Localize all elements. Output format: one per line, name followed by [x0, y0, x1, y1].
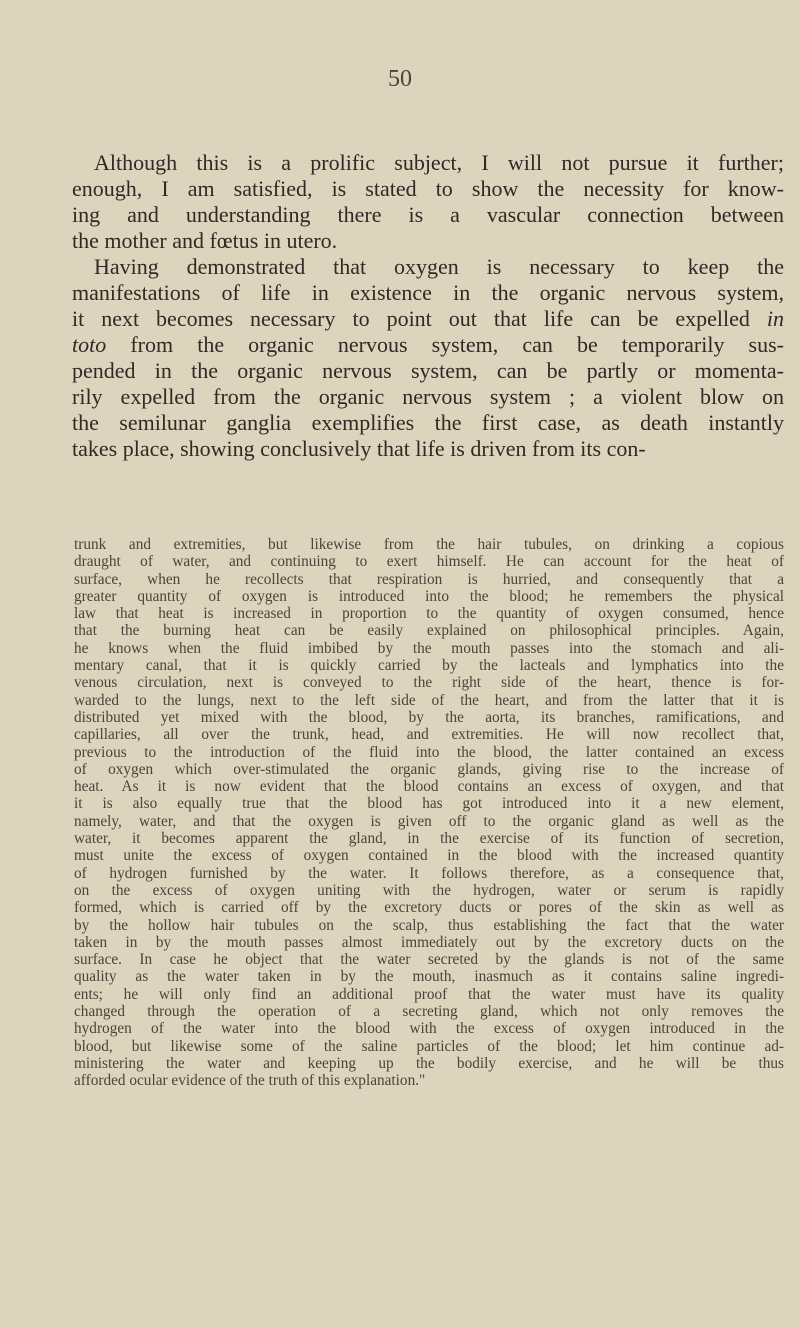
- text-line: hydrogen of the water into the blood with the excess of oxygen introduced in the: [74, 1020, 784, 1038]
- text-line: it next becomes necessary to point out that life can be expelled in: [72, 306, 784, 331]
- text-line: heat. As it is now evident that the blood contains an excess of oxygen, and that: [74, 778, 784, 796]
- text-line: it is also equally true that the blood has got introduced into it a new element,: [74, 795, 784, 813]
- text-line: takes place, showing conclusively that life is driven from its con-: [72, 436, 646, 461]
- text-line: surface, when he recollects that respiration is hurried, and consequently that a: [74, 570, 784, 588]
- text-line: surface. In case he object that the water secreted by the glands is not of the same: [74, 951, 784, 969]
- text-line: of oxygen which over-stimulated the organic glands, giving rise to the increase of: [74, 760, 784, 778]
- text-line: the mother and fœtus in utero.: [72, 228, 338, 253]
- text-line: formed, which is carried off by the excretory ducts or pores of the skin as well as: [74, 899, 784, 917]
- text-line: distributed yet mixed with the blood, by the aorta, its branches, ramifications, and: [74, 708, 784, 726]
- text-line: must unite the excess of oxygen contained in the blood with the increased quantity: [74, 847, 784, 865]
- text-line: by the hollow hair tubules on the scalp, thus establishing the fact that the water: [74, 916, 784, 934]
- text-line: enough, I am satisfied, is stated to show the necessity for know-: [72, 176, 784, 201]
- text-line: toto from the organic nervous system, can be temporarily sus-: [72, 332, 784, 357]
- text-line: blood, but likewise some of the saline particles of the blood; let him continue ad-: [74, 1037, 784, 1055]
- text-line: changed through the operation of a secreting gland, which not only removes the: [74, 1003, 784, 1021]
- text-line: he knows when the fluid imbibed by the mouth passes into the stomach and ali-: [74, 639, 784, 657]
- text-line: taken in by the mouth passes almost immediately out by the excretory ducts on the: [74, 933, 784, 951]
- main-text: [72, 150, 784, 462]
- text-line: of hydrogen furnished by the water. It follows therefore, as a consequence that,: [74, 864, 784, 882]
- text-line: warded to the lungs, next to the left side of the heart, and from the latter that it is: [74, 691, 784, 709]
- text-line: namely, water, and that the oxygen is given off to the organic gland as well as the: [74, 812, 784, 830]
- text-line: ing and understanding there is a vascular connection between: [72, 202, 784, 227]
- text-line: draught of water, and continuing to exert himself. He can account for the heat of: [74, 553, 784, 571]
- text-line: ents; he will only find an additional proof that the water must have its quality: [74, 985, 784, 1003]
- text-line: the semilunar ganglia exemplifies the first case, as death instantly: [72, 410, 784, 435]
- text-line: greater quantity of oxygen is introduced into the blood; he remembers the physical: [74, 587, 784, 605]
- text-line: rily expelled from the organic nervous system ; a violent blow on: [72, 384, 784, 409]
- text-line: on the excess of oxygen uniting with the hydrogen, water or serum is rapidly: [74, 881, 784, 899]
- text-line: afforded ocular evidence of the truth of this explanation.": [74, 1072, 426, 1090]
- text-line: Although this is a prolific subject, I will not pursue it further;: [94, 150, 784, 175]
- text-line: previous to the introduction of the fluid into the blood, the latter contained an excess: [74, 743, 784, 761]
- text-line: mentary canal, that it is quickly carried by the lacteals and lymphatics into the: [74, 657, 784, 675]
- text-line: pended in the organic nervous system, can be partly or momenta-: [72, 358, 784, 383]
- page-number: 50: [388, 66, 412, 92]
- text-line: trunk and extremities, but likewise from the hair tubules, on drinking a copious: [74, 536, 784, 553]
- text-line: venous circulation, next is conveyed to the right side of the heart, thence is for-: [74, 674, 784, 692]
- text-line: Having demonstrated that oxygen is necessary to keep the: [94, 254, 784, 279]
- text-line: ministering the water and keeping up the bodily exercise, and he will be thus: [74, 1054, 784, 1072]
- text-line: manifestations of life in existence in the organic nervous system,: [72, 280, 784, 305]
- text-line: quality as the water taken in by the mouth, inasmuch as it contains saline ingredi-: [74, 968, 784, 986]
- footnote-text: [74, 536, 784, 1090]
- text-line: water, it becomes apparent the gland, in the exercise of its function of secretion,: [74, 830, 784, 848]
- text-line: law that heat is increased in proportion to the quantity of oxygen consumed, hence: [74, 605, 784, 623]
- text-line: capillaries, all over the trunk, head, and extremities. He will now recollect that,: [74, 726, 784, 744]
- text-line: that the burning heat can be easily explained on philosophical principles. Again,: [74, 622, 784, 640]
